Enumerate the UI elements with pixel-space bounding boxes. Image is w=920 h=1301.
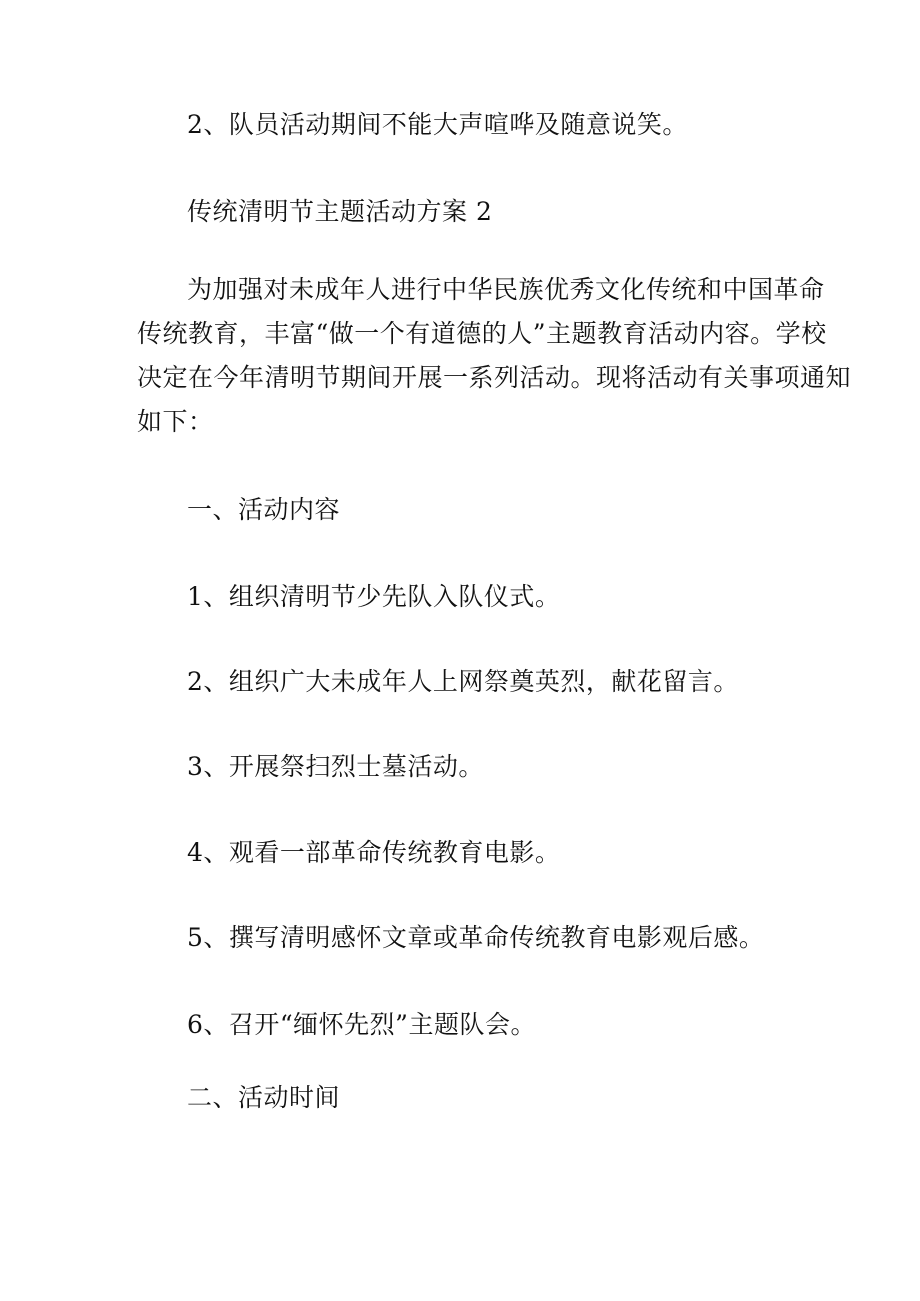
- list-item-5: 5、撰写清明感怀文章或革命传统教育电影观后感。: [187, 923, 765, 952]
- section-title: 传统清明节主题活动方案 2: [187, 197, 493, 226]
- list-item-4: 4、观看一部革命传统教育电影。: [187, 838, 561, 867]
- intro-line-3: 决定在今年清明节期间开展一系列活动。现将活动有关事项通知: [137, 363, 852, 392]
- intro-line-1: 为加强对未成年人进行中华民族优秀文化传统和中国革命: [187, 275, 825, 304]
- heading-activity-time: 二、活动时间: [187, 1083, 341, 1112]
- intro-line-2: 传统教育，丰富“做一个有道德的人”主题教育活动内容。学校: [137, 319, 827, 348]
- list-item-1: 1、组织清明节少先队入队仪式。: [187, 582, 561, 611]
- heading-activity-content: 一、活动内容: [187, 495, 341, 524]
- list-item-3: 3、开展祭扫烈士墓活动。: [187, 752, 484, 781]
- intro-paragraph: [137, 268, 852, 444]
- rule-item-2: 2、队员活动期间不能大声喧哗及随意说笑。: [187, 110, 688, 139]
- list-item-6: 6、召开“缅怀先烈”主题队会。: [187, 1010, 536, 1039]
- list-item-2: 2、组织广大未成年人上网祭奠英烈，献花留言。: [187, 667, 739, 696]
- intro-line-4: 如下：: [137, 407, 214, 436]
